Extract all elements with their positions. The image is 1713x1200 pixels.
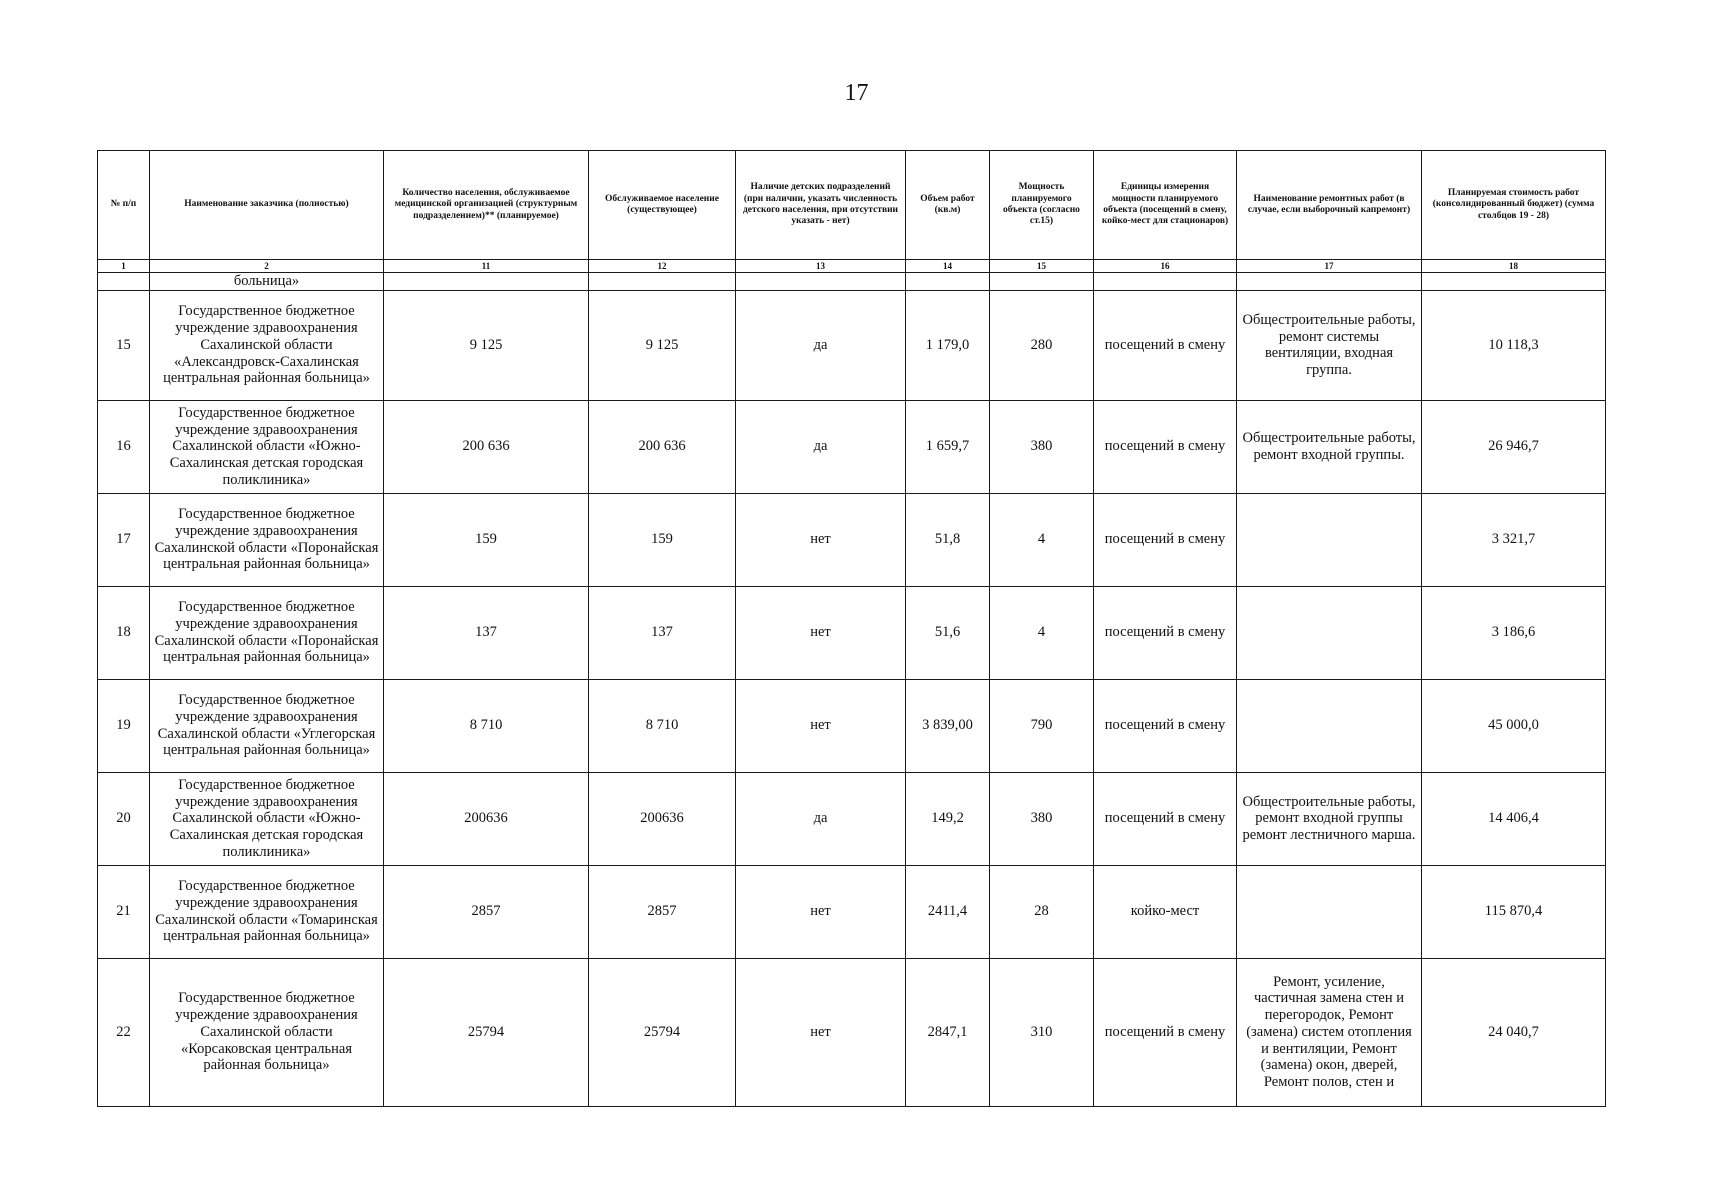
work-volume: 1 659,7 (906, 400, 990, 493)
table-row (98, 958, 1606, 1106)
column-number: 17 (1237, 260, 1422, 273)
repair-works-table (97, 150, 1606, 1107)
column-number: 16 (1094, 260, 1237, 273)
planned-cost: 3 186,6 (1422, 586, 1606, 679)
planned-population: 200636 (384, 772, 589, 865)
table-row (98, 772, 1606, 865)
table-cell (1422, 273, 1606, 291)
capacity: 4 (990, 586, 1094, 679)
planned-cost: 115 870,4 (1422, 865, 1606, 958)
planned-cost: 3 321,7 (1422, 493, 1606, 586)
capacity-unit: посещений в смену (1094, 586, 1237, 679)
row-number: 18 (98, 586, 150, 679)
header-planned-cost: Планируемая стоимость работ (консолидированный бюджет) (сумма столбцов 19 - 28) (1422, 151, 1606, 260)
planned-cost: 45 000,0 (1422, 679, 1606, 772)
repair-works (1237, 679, 1422, 772)
header-work-volume: Объем работ (кв.м) (906, 151, 990, 260)
customer-name: Государственное бюджетное учреждение здравоохранения Сахалинской области «Углегорская центральная районная больница» (150, 679, 384, 772)
capacity-unit: посещений в смену (1094, 958, 1237, 1106)
repair-works (1237, 865, 1422, 958)
page-number: 17 (844, 80, 869, 106)
header-planned-population: Количество населения, обслуживаемое медицинской организацией (структурным подразделением)** (планируемое) (384, 151, 589, 260)
customer-name: Государственное бюджетное учреждение здравоохранения Сахалинской области «Поронайская центральная районная больница» (150, 493, 384, 586)
header-capacity: Мощность планируемого объекта (согласно ст.15) (990, 151, 1094, 260)
capacity-unit: посещений в смену (1094, 679, 1237, 772)
repair-works: Общестроительные работы, ремонт системы вентиляции, входная группа. (1237, 290, 1422, 400)
table-row (98, 290, 1606, 400)
capacity-unit: посещений в смену (1094, 400, 1237, 493)
table-cell (384, 273, 589, 291)
repair-works (1237, 493, 1422, 586)
header-row (98, 151, 1606, 260)
row-number: 15 (98, 290, 150, 400)
column-number-row (98, 260, 1606, 273)
capacity-unit: посещений в смену (1094, 493, 1237, 586)
planned-cost: 10 118,3 (1422, 290, 1606, 400)
header-served-population: Обслуживаемое население (существующее) (589, 151, 736, 260)
repair-works: Общестроительные работы, ремонт входной группы. (1237, 400, 1422, 493)
served-population: 200636 (589, 772, 736, 865)
work-volume: 1 179,0 (906, 290, 990, 400)
planned-population: 159 (384, 493, 589, 586)
served-population: 9 125 (589, 290, 736, 400)
customer-name: Государственное бюджетное учреждение здравоохранения Сахалинской области «Поронайская центральная районная больница» (150, 586, 384, 679)
column-number: 2 (150, 260, 384, 273)
column-number: 12 (589, 260, 736, 273)
header-customer-name: Наименование заказчика (полностью) (150, 151, 384, 260)
header-children-units: Наличие детских подразделений (при наличии, указать численность детского населения, при отсутствии указать - нет) (736, 151, 906, 260)
table-cell (589, 273, 736, 291)
table-cell (736, 273, 906, 291)
served-population: 200 636 (589, 400, 736, 493)
column-number: 11 (384, 260, 589, 273)
continuation-row (98, 273, 1606, 291)
table-cell (1237, 273, 1422, 291)
work-volume: 149,2 (906, 772, 990, 865)
table-cell (1094, 273, 1237, 291)
table-row (98, 679, 1606, 772)
capacity: 310 (990, 958, 1094, 1106)
planned-population: 25794 (384, 958, 589, 1106)
capacity: 4 (990, 493, 1094, 586)
work-volume: 2411,4 (906, 865, 990, 958)
planned-cost: 24 040,7 (1422, 958, 1606, 1106)
column-number: 15 (990, 260, 1094, 273)
column-number: 14 (906, 260, 990, 273)
children-units: нет (736, 493, 906, 586)
served-population: 159 (589, 493, 736, 586)
header-num: № п/п (98, 151, 150, 260)
capacity-unit: койко-мест (1094, 865, 1237, 958)
planned-population: 2857 (384, 865, 589, 958)
capacity: 790 (990, 679, 1094, 772)
work-volume: 2847,1 (906, 958, 990, 1106)
planned-population: 8 710 (384, 679, 589, 772)
customer-name: Государственное бюджетное учреждение здравоохранения Сахалинской области «Томаринская центральная районная больница» (150, 865, 384, 958)
table-cell (98, 273, 150, 291)
table-row (98, 400, 1606, 493)
served-population: 137 (589, 586, 736, 679)
children-units: нет (736, 586, 906, 679)
row-number: 22 (98, 958, 150, 1106)
row-number: 19 (98, 679, 150, 772)
repair-works: Общестроительные работы, ремонт входной группы ремонт лестничного марша. (1237, 772, 1422, 865)
capacity-unit: посещений в смену (1094, 290, 1237, 400)
customer-name: Государственное бюджетное учреждение здравоохранения Сахалинской области «Южно-Сахалинская детская городская поликлиника» (150, 772, 384, 865)
repair-works: Ремонт, усиление, частичная замена стен и перегородок, Ремонт (замена) систем отопления и вентиляции, Ремонт (замена) окон, дверей, Ремонт полов, стен и (1237, 958, 1422, 1106)
capacity: 28 (990, 865, 1094, 958)
work-volume: 3 839,00 (906, 679, 990, 772)
repair-works (1237, 586, 1422, 679)
served-population: 25794 (589, 958, 736, 1106)
work-volume: 51,8 (906, 493, 990, 586)
planned-population: 200 636 (384, 400, 589, 493)
planned-cost: 14 406,4 (1422, 772, 1606, 865)
children-units: нет (736, 679, 906, 772)
customer-name: Государственное бюджетное учреждение здравоохранения Сахалинской области «Южно-Сахалинская детская городская поликлиника» (150, 400, 384, 493)
row-number: 20 (98, 772, 150, 865)
served-population: 8 710 (589, 679, 736, 772)
column-number: 1 (98, 260, 150, 273)
column-number: 18 (1422, 260, 1606, 273)
planned-population: 9 125 (384, 290, 589, 400)
served-population: 2857 (589, 865, 736, 958)
children-units: да (736, 772, 906, 865)
row-number: 21 (98, 865, 150, 958)
planned-population: 137 (384, 586, 589, 679)
customer-name: Государственное бюджетное учреждение здравоохранения Сахалинской области «Александровск-Сахалинская центральная районная больница» (150, 290, 384, 400)
capacity: 380 (990, 772, 1094, 865)
header-repair-works: Наименование ремонтных работ (в случае, если выборочный капремонт) (1237, 151, 1422, 260)
children-units: нет (736, 865, 906, 958)
capacity: 280 (990, 290, 1094, 400)
header-capacity-unit: Единицы измерения мощности планируемого объекта (посещений в смену, койко-мест для стационаров) (1094, 151, 1237, 260)
table-row (98, 586, 1606, 679)
children-units: да (736, 290, 906, 400)
work-volume: 51,6 (906, 586, 990, 679)
children-units: нет (736, 958, 906, 1106)
customer-name: Государственное бюджетное учреждение здравоохранения Сахалинской области «Корсаковская центральная районная больница» (150, 958, 384, 1106)
row-number: 17 (98, 493, 150, 586)
capacity-unit: посещений в смену (1094, 772, 1237, 865)
table-cell (906, 273, 990, 291)
children-units: да (736, 400, 906, 493)
planned-cost: 26 946,7 (1422, 400, 1606, 493)
row-number: 16 (98, 400, 150, 493)
column-number: 13 (736, 260, 906, 273)
table-row (98, 865, 1606, 958)
capacity: 380 (990, 400, 1094, 493)
table-cell (990, 273, 1094, 291)
table-row (98, 493, 1606, 586)
continuation-text: больница» (150, 273, 384, 291)
